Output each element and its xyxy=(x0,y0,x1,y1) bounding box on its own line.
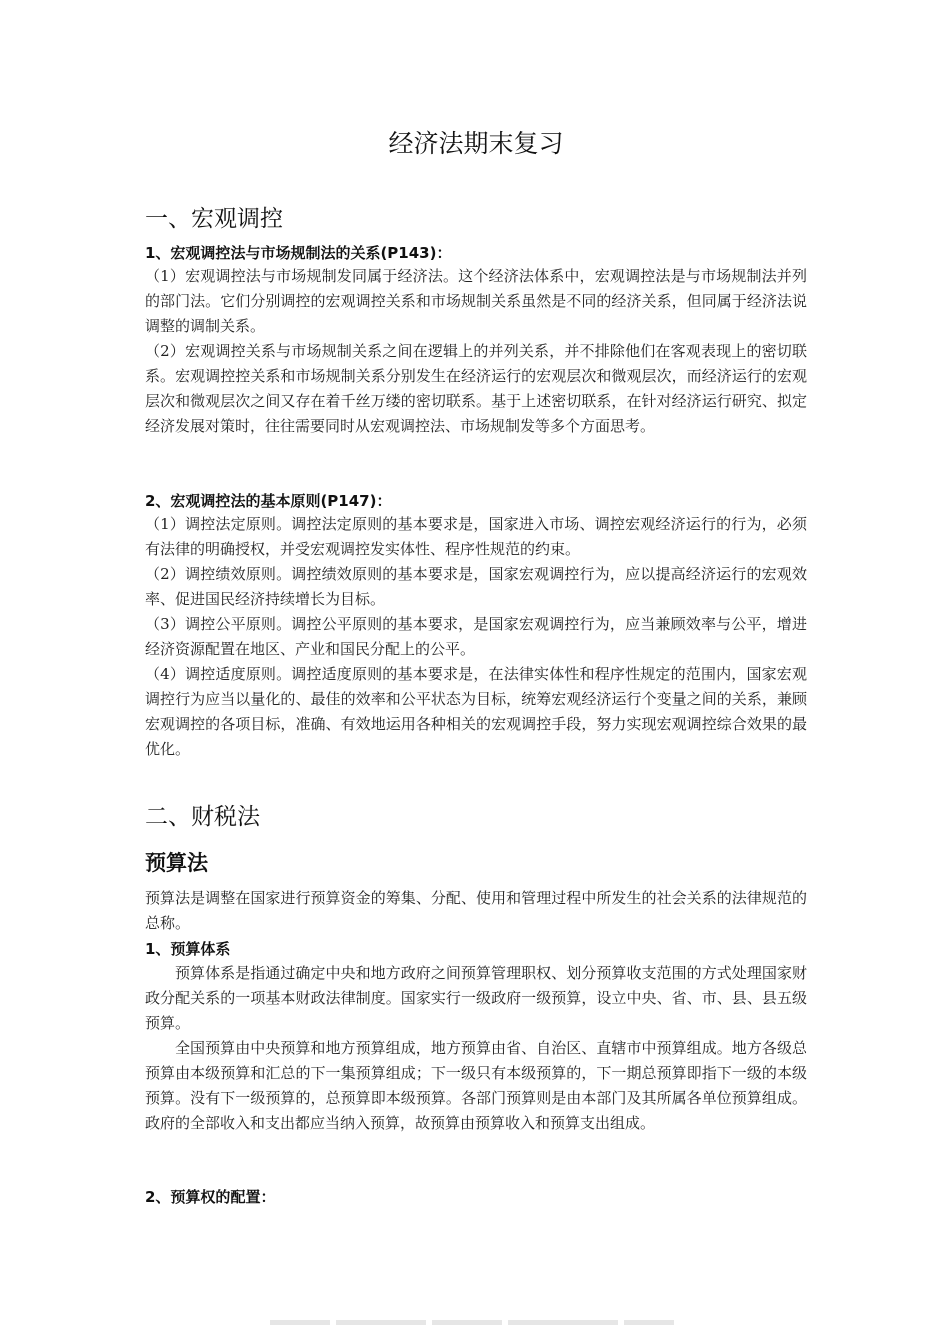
subsection-heading-budget-system: 1、预算体系 xyxy=(145,940,231,958)
paragraph: （1）宏观调控法与市场规制发同属于经济法。这个经济法体系中，宏观调控法是与市场规制法并列的部门法。它们分别调控的宏观调控关系和市场规制关系虽然是不同的经济关系，但同属于经济法说调整的调制关系。 xyxy=(145,267,807,335)
paragraph: （2）宏观调控关系与市场规制关系之间在逻辑上的并列关系，并不排除他们在客观表现上的密切联系。宏观调控控关系和市场规制关系分别发生在经济运行的宏观层次和微观层次，而经济运行的宏观层次和微观层次之间又存在着千丝万缕的密切联系。基于上述密切联系，在针对经济运行研究、拟定经济发展对策时，往往需要同时从宏观调控法、市场规制发等多个方面思考。 xyxy=(145,342,807,435)
paragraph: （3）调控公平原则。调控公平原则的基本要求，是国家宏观调控行为，应当兼顾效率与公平，增进经济资源配置在地区、产业和国民分配上的公平。 xyxy=(145,615,807,658)
page-title: 经济法期末复习 xyxy=(388,129,564,158)
paragraph: 预算体系是指通过确定中央和地方政府之间预算管理职权、划分预算收支范围的方式处理国家财政分配关系的一项基本财政法律制度。国家实行一级政府一级预算，设立中央、省、市、县、县五级预算。 xyxy=(145,964,807,1032)
paragraph: 全国预算由中央预算和地方预算组成，地方预算由省、自治区、直辖市中预算组成。地方各级总预算由本级预算和汇总的下一集预算组成；下一级只有本级预算的，下一期总预算即指下一级的本级预算。没有下一级预算的，总预算即本级预算。各部门预算则是由本部门及其所属各单位预算组成。政府的全部收入和支出都应当纳入预算，故预算由预算收入和预算支出组成。 xyxy=(145,1039,807,1132)
subsection-heading-budget-power: 2、预算权的配置： xyxy=(145,1188,276,1206)
footer-watermark xyxy=(270,1312,690,1322)
section-heading-fiscal-tax: 二、财税法 xyxy=(145,804,260,830)
subsection-heading-relationship: 1、宏观调控法与市场规制法的关系(P143)： xyxy=(145,244,452,262)
paragraph: （2）调控绩效原则。调控绩效原则的基本要求是，国家宏观调控行为，应以提高经济运行的宏观效率、促进国民经济持续增长为目标。 xyxy=(145,565,807,608)
paragraph: 预算法是调整在国家进行预算资金的筹集、分配、使用和管理过程中所发生的社会关系的法律规范的总称。 xyxy=(145,889,807,932)
paragraph: （4）调控适度原则。调控适度原则的基本要求是，在法律实体性和程序性规定的范围内，国家宏观调控行为应当以量化的、最佳的效率和公平状态为目标，统筹宏观经济运行个变量之间的关系，兼顾宏观调控的各项目标，准确、有效地运用各种相关的宏观调控手段，努力实现宏观调控综合效果的最优化。 xyxy=(145,665,807,758)
paragraph: （1）调控法定原则。调控法定原则的基本要求是，国家进入市场、调控宏观经济运行的行为，必须有法律的明确授权，并受宏观调控发实体性、程序性规范的约束。 xyxy=(145,515,807,558)
subsection-heading-principles: 2、宏观调控法的基本原则(P147)： xyxy=(145,492,392,510)
section-heading-macro-control: 一、宏观调控 xyxy=(145,206,283,232)
subsection-heading-budget-law: 预算法 xyxy=(145,851,208,875)
